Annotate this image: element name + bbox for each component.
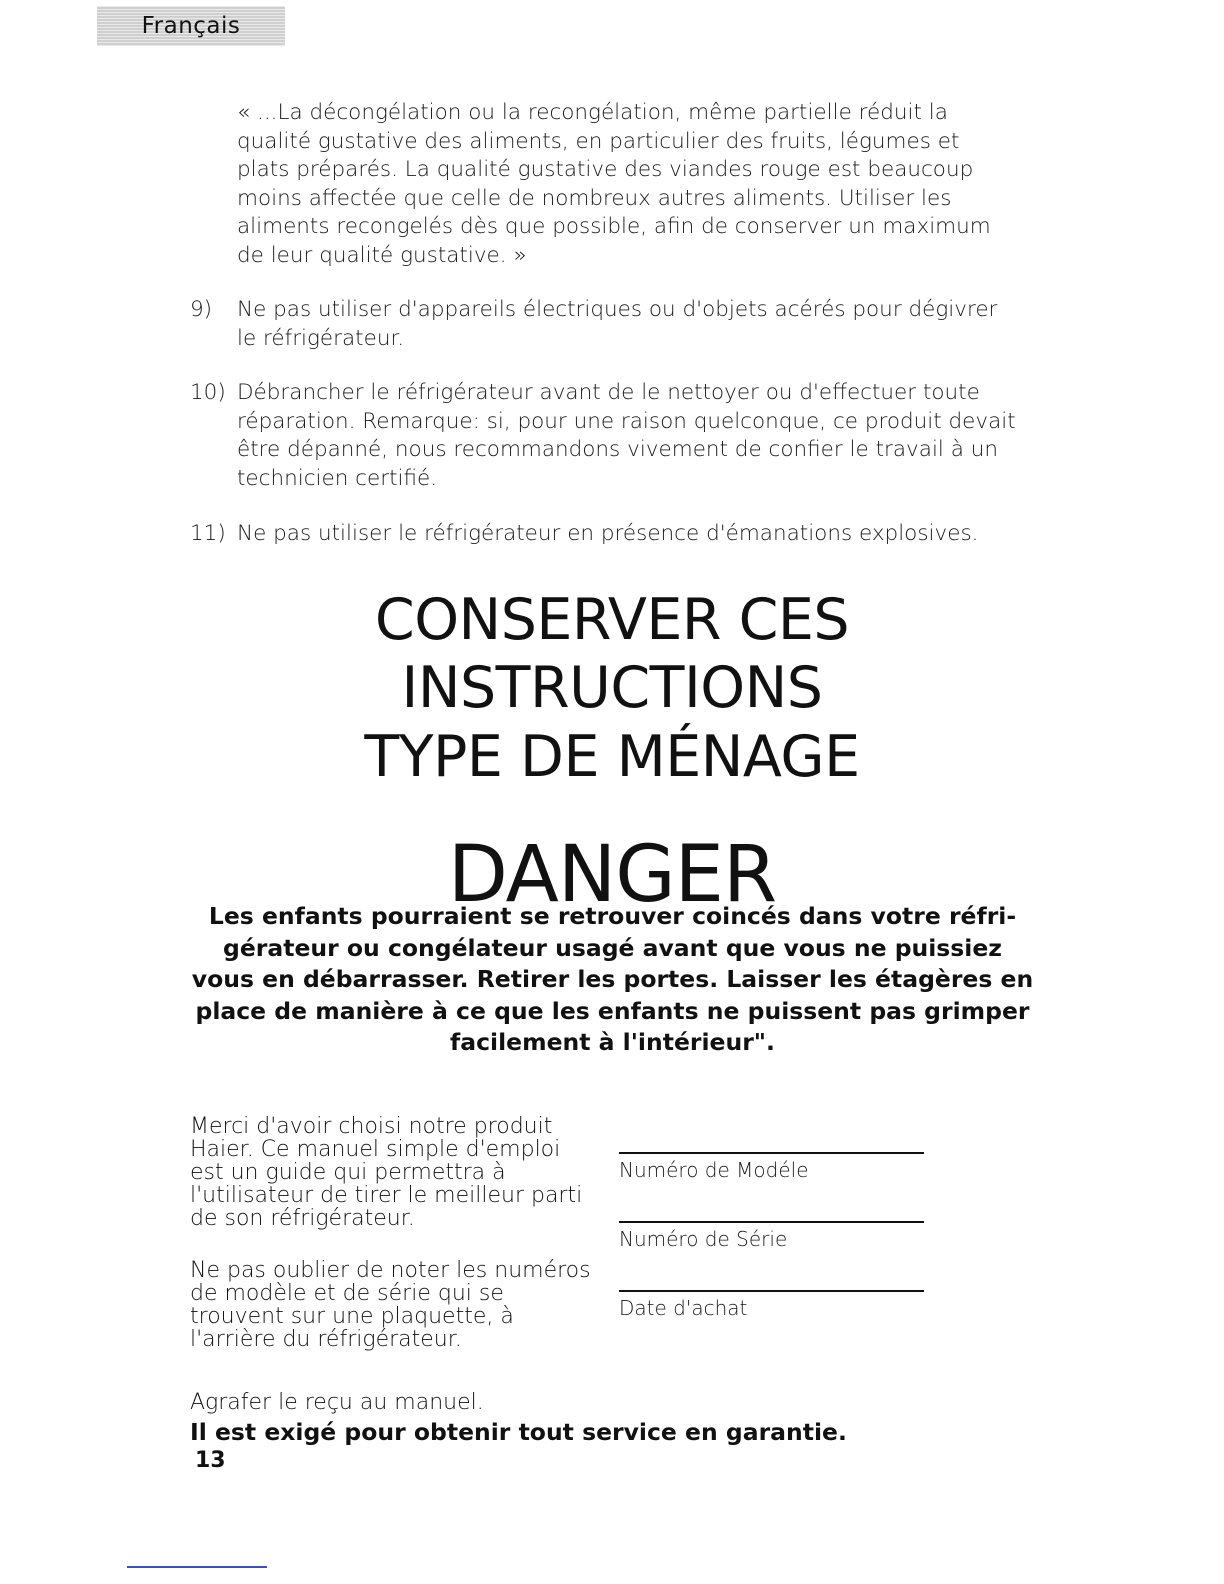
- staple-receipt-text: Agrafer le reçu au manuel.: [190, 1390, 484, 1415]
- danger-warning-text: Les enfants pourraient se retrouver coincés dans votre réfri- gérateur ou congélateur usagé avant que vous ne puissiez vous en débarrasser. Retirer les portes. Laisser les étagères en place de manière à ce que les enfants ne puissent pas grimper facilement à l'intérieur".: [191, 902, 1034, 1056]
- list-item-text: Ne pas utiliser le réfrigérateur en présence d'émanations explosives.: [237, 521, 979, 546]
- list-item-10: [190, 379, 1020, 493]
- heading-type-de-menage: TYPE DE MÉNAGE: [364, 724, 860, 790]
- list-item-11: [190, 520, 1020, 549]
- quote-paragraph: « ...La décongélation ou la recongélation, même partielle réduit la qualité gustative des aliments, en particulier des fruits, légumes et plats préparés. La qualité gustative des viandes rouge est beaucoup moins affectée que celle de nombreux autres aliments. Utiliser les aliments recongelés dès que possible, afin de conserver un maximum de leur qualité gustative. »: [237, 100, 991, 268]
- warranty-required-text: Il est exigé pour obtenir tout service en garantie.: [190, 1418, 847, 1446]
- list-item-text: Ne pas utiliser d'appareils électriques ou d'objets acérés pour dégivrer le réfrigérateur.: [237, 297, 998, 351]
- language-tab: [97, 6, 285, 46]
- list-item-9: [190, 296, 1020, 353]
- heading-conserver: CONSERVER CES: [374, 587, 850, 653]
- serial-number-label: Numéro de Série: [619, 1227, 788, 1251]
- serial-number-field: [619, 1221, 924, 1251]
- list-item-number: 9): [190, 297, 213, 322]
- model-number-field: [619, 1152, 924, 1182]
- bottom-rule: [127, 1566, 267, 1568]
- danger-title: DANGER: [447, 830, 777, 920]
- purchase-date-field: [619, 1290, 924, 1320]
- model-number-label: Numéro de Modéle: [619, 1158, 809, 1182]
- list-item-text: Débrancher le réfrigérateur avant de le nettoyer ou d'effectuer toute réparation. Remarque: si, pour une raison quelconque, ce produit devait être dépanné, nous recommandons vivement de confier le travail à un technicien certifié.: [237, 380, 1016, 491]
- page-number: 13: [195, 1448, 226, 1473]
- language-tab-label: Français: [141, 13, 241, 39]
- heading-instructions: INSTRUCTIONS: [401, 655, 823, 721]
- list-item-number: 10): [190, 380, 226, 405]
- list-item-number: 11): [190, 521, 226, 546]
- note-numbers-paragraph: Ne pas oublier de noter les numéros de modèle et de série qui se trouvent sur une plaquette, à l'arrière du réfrigérateur.: [190, 1258, 591, 1352]
- thanks-paragraph: Merci d'avoir choisi notre produit Haier. Ce manuel simple d'emploi est un guide qui permettra à l'utilisateur de tirer le meilleur parti de son réfrigérateur.: [190, 1114, 583, 1231]
- purchase-date-label: Date d'achat: [619, 1296, 748, 1320]
